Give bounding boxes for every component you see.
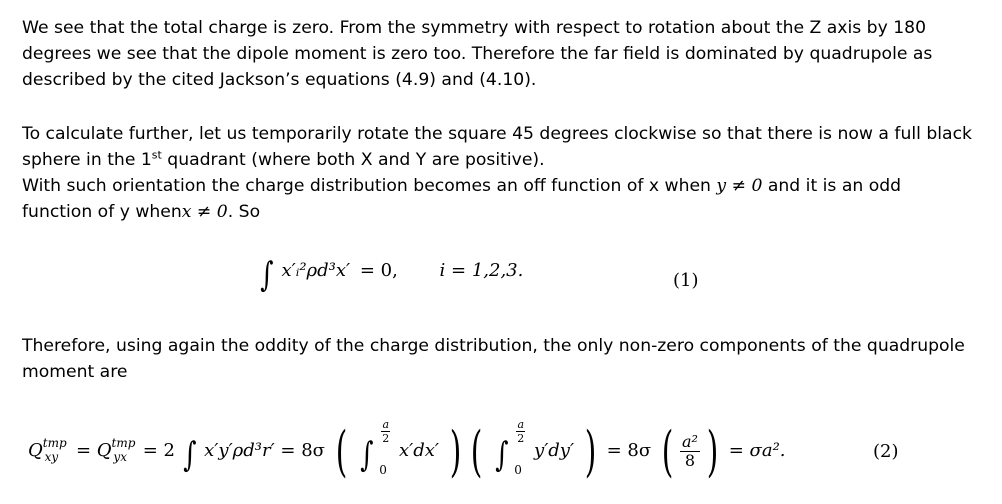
left-paren-1: ( [335,420,348,483]
q-xy: Q [28,440,43,461]
eq2-int2-integrand: y′dy′ [534,440,575,461]
equation-2 [28,420,786,483]
eq2-int1-integrand: x′dx′ [398,440,439,461]
orientation-text-mid: and it is an odd function of y when [22,176,902,222]
eq2-equals-4: = 8σ [606,440,652,461]
equation-1 [258,255,523,295]
rotation-text-part1: To calculate further, let us temporarily rotate the square 45 degrees clockwise so that there is now a full black sphere in the 1 [22,124,972,170]
integral-sign: ∫ [260,255,274,295]
left-paren-3: ( [661,420,674,483]
paragraph-intro-text: We see that the total charge is zero. From the symmetry with respect to rotation about the Z axis by 180 degrees we see that the dipole moment is zero too. Therefore the far field is dominated by quadrupole as described by the cited Jackson’s equations (4.9) and (4.10). [22,18,933,90]
right-paren-3: ) [706,420,719,483]
integral-sign-4: ∫ [494,435,509,475]
right-paren-1: ) [449,420,462,483]
condition-x: x ≠ 0 [181,202,228,222]
eq2-equals-3: = 8σ [280,440,325,461]
orientation-text-start: With such orientation the charge distribution becomes an off function of x when [22,176,717,196]
q-yx-sub: yx [113,450,127,464]
eq2-equals-2: = 2 [142,440,175,461]
equation-2-number: (2) [873,441,899,462]
paragraph-intro [22,15,972,93]
fraction-a2-over-8: $\frac{\text{a²}}{8}$ [681,431,698,470]
left-paren-2: ( [470,420,483,483]
q-xy-sub: xy [44,450,59,464]
orientation-text-end: . So [227,202,261,222]
eq2-integrand: x′y′ρd³r′ [204,440,275,461]
eq1-equals: = 0, [359,260,398,281]
q-xy-sup: tmp [42,436,67,450]
rotation-text-part2: quadrant (where both X and Y are positive). [161,150,545,170]
paragraph-quadrupole [22,333,972,385]
integral-sign-3: ∫ [359,435,374,475]
integral-limits-1: a 2 0 [379,418,390,477]
eq1-integrand: x′ᵢ²ρd³x′ [281,260,351,281]
q-yx-sup: tmp [111,436,136,450]
eq2-equals-1: = [75,440,92,461]
ordinal-suffix: st [151,148,162,162]
paragraph-rotation [22,121,972,225]
equation-1-number: (1) [673,270,699,291]
integral-sign-2: ∫ [182,435,197,475]
eq1-index-condition: i = 1,2,3. [439,260,524,281]
condition-y: y ≠ 0 [716,176,763,196]
right-paren-2: ) [584,420,597,483]
integral-limits-2: a 2 0 [514,418,525,477]
paragraph-quadrupole-text: Therefore, using again the oddity of the charge distribution, the only non-zero components of the quadrupole moment are [22,336,965,382]
q-yx: Q [96,440,112,461]
eq2-result: = σa². [728,440,786,461]
